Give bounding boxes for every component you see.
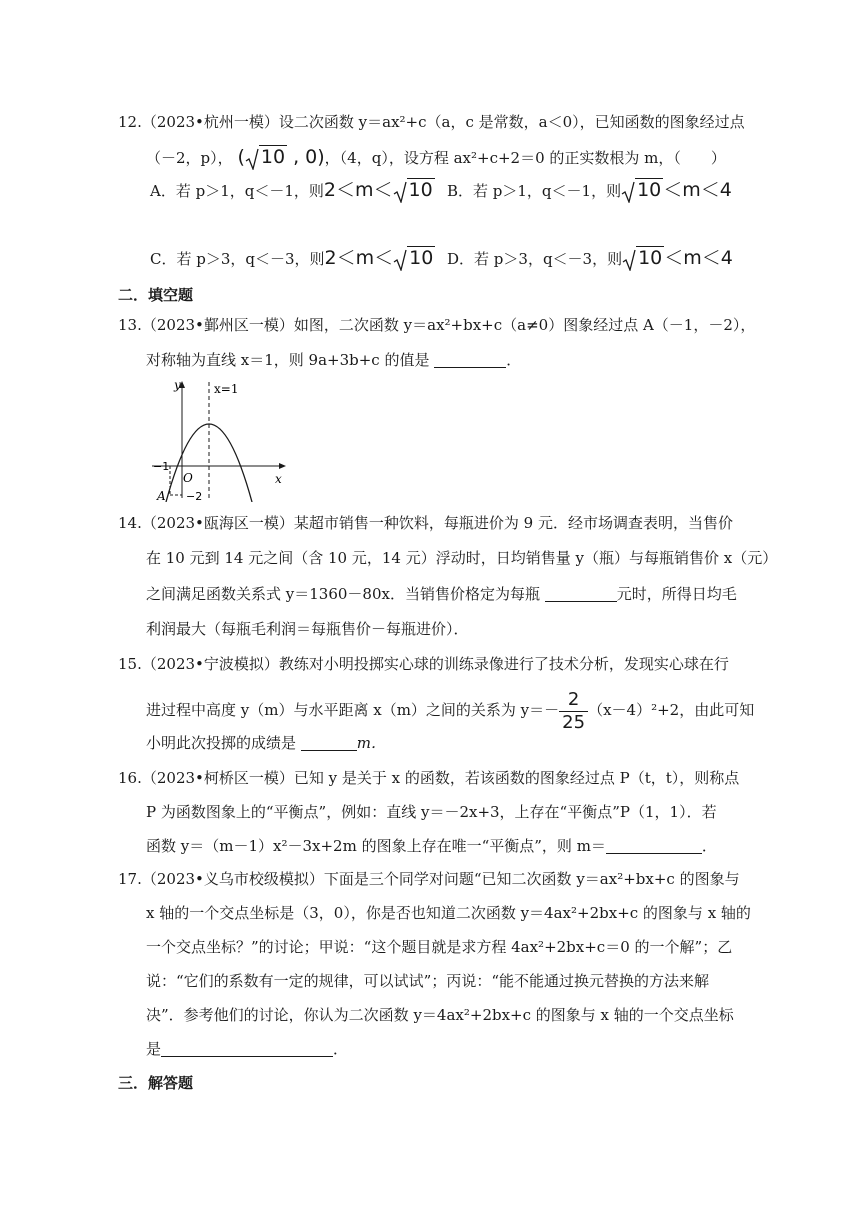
q12-option-c: C．若 p＞3，q＜－3，则2＜m＜ 10 [150,247,434,269]
graph-sym-label: x=1 [214,382,239,396]
q12-option-b: B．若 p＞1，q＜－1，则 10 ＜m＜4 [447,179,732,201]
answer-blank[interactable] [606,839,702,854]
graph-minus2-label: −2 [186,490,203,502]
q16-line2: P 为函数图象上的“平衡点”，例如：直线 y＝－2x+3，上存在“平衡点”P（1，1）．若 [146,803,717,821]
q17-line6: 是 ． [146,1040,349,1058]
q17-line4: 说：“它们的系数有一定的规律，可以试试”；丙说：“能不能通过换元替换的方法来解 [146,972,710,990]
section-heading-fill-in: 二．填空题 [118,286,194,304]
section-heading-solutions: 三．解答题 [118,1074,194,1092]
q12-line1: 12.（2023•杭州一模）设二次函数 y＝ax²+c（a，c 是常数，a＜0），已知函数的图象经过点 [118,113,745,131]
q16-line1: 16.（2023•柯桥区一模）已知 y 是关于 x 的函数，若该函数的图象经过点 P（t，t），则称点 [118,769,740,787]
answer-blank[interactable] [434,353,506,368]
q12-option-a: A．若 p＞1，q＜－1，则2＜m＜ 10 [150,179,433,201]
q17-line5: 决”．参考他们的讨论，你认为二次函数 y＝4ax²+2bx+c 的图象与 x 轴的一个交点坐标 [146,1006,734,1024]
q13-line1: 13.（2023•鄞州区一模）如图，二次函数 y＝ax²+bx+c（a≠0）图象经过点 A（－1，－2）， [118,316,756,334]
q15-line1: 15.（2023•宁波模拟）教练对小明投掷实心球的训练录像进行了技术分析，发现实心球在行 [118,655,729,673]
graph-minus1-label: −1 [153,460,170,473]
graph-origin-label: O [183,471,193,485]
answer-blank[interactable] [545,587,617,602]
fraction-2-25: $\frac{2}{25}$ [559,689,588,734]
q14-line3: 之间满足函数关系式 y＝1360－80x．当销售价格定为每瓶 元时，所得日均毛 [146,585,737,603]
graph-y-label: y [174,378,181,392]
graph-point-a-label: A [157,489,166,502]
q17-line1: 17.（2023•义乌市校级模拟）下面是三个同学对问题“已知二次函数 y＝ax²+bx+c 的图象与 [118,870,740,888]
q16-line3: 函数 y＝（m－1）x²－3x+2m 的图象上存在唯一“平衡点”，则 m＝ ． [146,837,717,855]
q14-line1: 14.（2023•瓯海区一模）某超市销售一种饮料，每瓶进价为 9 元．经市场调查表明，当售价 [118,514,733,532]
q17-line2: x 轴的一个交点坐标是（3，0），你是否也知道二次函数 y＝4ax²+2bx+c 的图象与 x 轴的 [146,904,751,922]
q13-line2: 对称轴为直线 x＝1，则 9a+3b+c 的值是 ． [146,351,522,369]
q14-line4: 利润最大（每瓶毛利润＝每瓶售价－每瓶进价）． [146,620,469,638]
q15-line3: 小明此次投掷的成绩是 m． [146,734,387,752]
q15-line2: 进过程中高度 y（m）与水平距离 x（m）之间的关系为 y＝－ $\frac{2}{25}$ （x－4）²+2，由此可知 [146,688,755,733]
q12-line2: （－2，p）， ( 10 , 0)，（4，q），设方程 ax²+c+2＝0 的正实数根为 m，（ ） [146,146,726,168]
answer-blank[interactable] [161,1042,333,1057]
q17-line3: 一个交点坐标？”的讨论；甲说：“这个题目就是求方程 4ax²+2bx+c＝0 的一个解”；乙 [146,938,733,956]
graph-x-label: x [275,472,282,486]
q14-line2: 在 10 元到 14 元之间（含 10 元，14 元）浮动时，日均销售量 y（瓶）与每瓶销售价 x（元） [146,549,778,567]
sqrt-10: 10 [245,147,287,167]
q12-option-d: D．若 p＞3，q＜－3，则 10 ＜m＜4 [447,247,733,269]
q13-parabola-graph [144,376,294,502]
answer-blank[interactable] [301,736,357,751]
